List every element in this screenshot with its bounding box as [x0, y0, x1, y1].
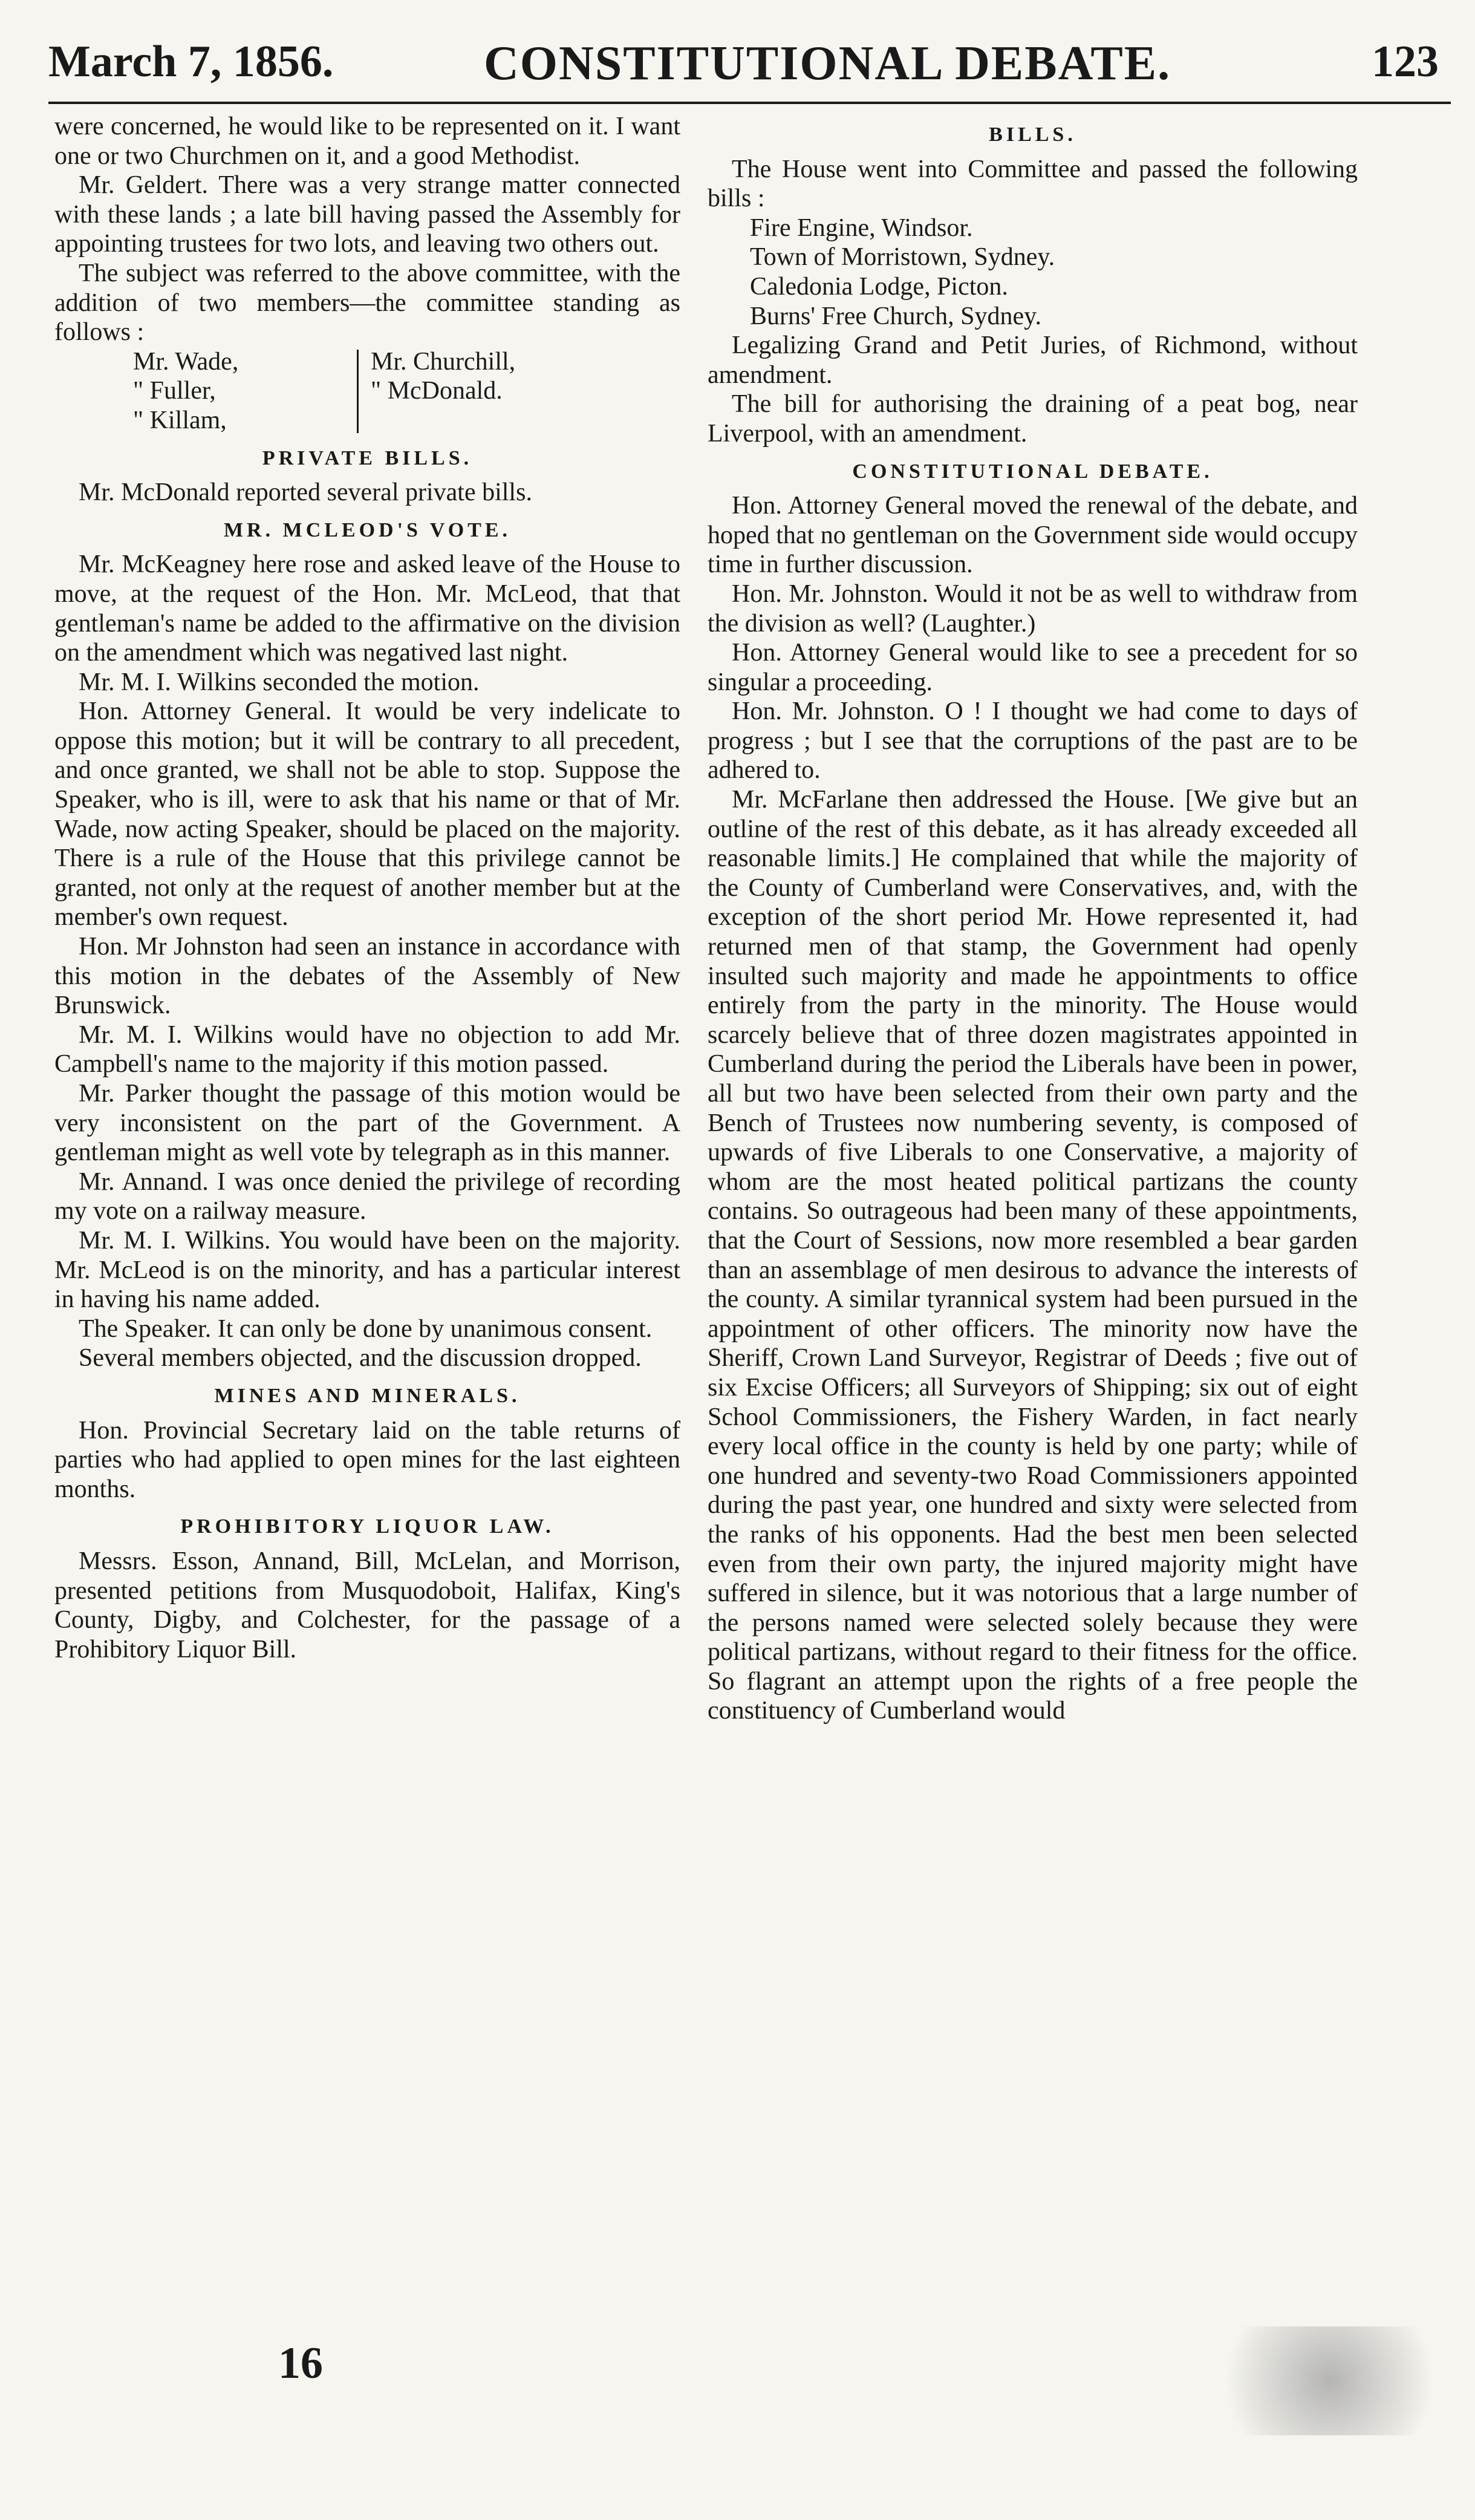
paragraph: Mr. McFarlane then addressed the House. [We give but an outline of the rest of this debate, as it has already exceeded all reasonable limits.] He complained that while the majority of the County of Cumberland were Conservatives, and, with the exception of the short period Mr. Howe represented it, had returned men of that stamp, the Government had openly insulted such majority and made he appointments to office entirely from the party in the minority. The House would scarcely believe that of three dozen magistrates appointed in Cumberland during the period the Liberals have been in power, all but two have been selected from their own party and the Bench of Trustees now numbering seventy, is composed of upwards of five Liberals to one Conservative, a majority of whom are the most heated political partizans the county contains. So outrageous had been many of these appointments, that the Court of Sessions, now more resembled a bear garden than an assemblage of men desirous to advance the interests of the county. A similar tyrannical system had been pursued in the appointment of other officers. The minority now have the Sheriff, Crown Land Surveyor, Registrar of Deeds ; five out of six Excise Officers; all Surveyors of Shipping; six out of eight School Commissioners, the Fishery Warden, in fact nearly every local office in the county is held by one party; while of one hundred and seventy-two Road Commissioners appointed during the past year, one hundred and sixty were selected from the ranks of his opponents. Had the best men been selected even from their own party, the injured majority might have suffered in silence, but it was notorious that a large number of the persons named were selected solely because they were political partizans, without regard to their fitness for the office. So flagrant an attempt upon the rights of a free people the constituency of Cumberland would [708, 786, 1358, 1725]
print-blemish [1203, 2326, 1457, 2435]
section-heading: PROHIBITORY LIQUOR LAW. [180, 1515, 555, 1538]
paragraph: The House went into Committee and passed the following bills : [708, 155, 1358, 213]
paragraph: Mr. Annand. I was once denied the privilege of recording my vote on a railway measure. [54, 1167, 680, 1226]
paragraph: Hon. Mr Johnston had seen an instance in accordance with this motion in the debates of the Assembly of New Brunswick. [54, 933, 680, 1020]
paragraph: Mr. Parker thought the passage of this motion would be very inconsistent on the part of the Government. A gentleman might as well vote by telegraph as in this manner. [54, 1080, 680, 1167]
right-column [708, 112, 1358, 1726]
committee-list [54, 347, 680, 436]
page-header [48, 36, 1439, 109]
paragraph: Hon. Mr. Johnston. O ! I thought we had come to days of progress ; but I see that the corruptions of the past are to be adhered to. [708, 697, 1358, 785]
header-page-number: 123 [1372, 37, 1439, 87]
bill-item: Fire Engine, Windsor. [750, 214, 973, 242]
section-heading: PRIVATE BILLS. [262, 446, 473, 469]
paragraph: Mr. M. I. Wilkins. You would have been on the majority. Mr. McLeod is on the minority, and has a particular interest in having his name added. [54, 1226, 680, 1314]
header-date: March 7, 1856. [48, 37, 334, 87]
paragraph: Mr. M. I. Wilkins would have no objection to add Mr. Campbell's name to the majority if this motion passed. [54, 1020, 680, 1079]
left-column [54, 112, 680, 1664]
paragraph: Hon. Mr. Johnston. Would it not be as well to withdraw from the division as well? (Laughter.) [708, 579, 1358, 638]
section-heading: MR. MCLEOD'S VOTE. [223, 518, 512, 541]
committee-member: " McDonald. [371, 377, 503, 405]
paragraph: Hon. Attorney General would like to see a precedent for so singular a proceeding. [708, 639, 1358, 696]
paragraph: Legalizing Grand and Petit Juries, of Richmond, without amendment. [708, 331, 1358, 389]
header-rule [48, 102, 1451, 104]
committee-member: Mr. Churchill, [371, 347, 516, 376]
committee-divider [357, 350, 359, 433]
committee-right [371, 347, 680, 436]
section-heading: BILLS. [989, 123, 1076, 146]
paragraph: Messrs. Esson, Annand, Bill, McLelan, and Morrison, presented petitions from Musquodoboit, Halifax, King's County, Digby, and Colchester, for the passage of a Prohibitory Liquor Bill. [54, 1547, 680, 1663]
committee-member: Mr. Wade, [133, 347, 239, 376]
footer-number: 16 [278, 2339, 323, 2388]
bill-item: Burns' Free Church, Sydney. [750, 302, 1041, 330]
committee-member: " Killam, [133, 406, 227, 434]
paragraph: Mr. Geldert. There was a very strange matter connected with these lands ; a late bill having passed the Assembly for appointing trustees for two lots, and leaving two others out. [54, 171, 680, 258]
section-heading: CONSTITUTIONAL DEBATE. [852, 460, 1213, 483]
paragraph: Mr. McDonald reported several private bills. [79, 478, 532, 507]
committee-member: " Fuller, [133, 377, 216, 405]
paragraph: Hon. Provincial Secretary laid on the table returns of parties who had applied to open mines for the last eighteen months. [54, 1416, 680, 1503]
paragraph: The subject was referred to the above committee, with the addition of two members—the committee standing as follows : [54, 259, 680, 347]
paragraph: The bill for authorising the draining of a peat bog, near Liverpool, with an amendment. [708, 390, 1358, 448]
committee-left [54, 347, 345, 436]
paragraph: Hon. Attorney General moved the renewal of the debate, and hoped that no gentleman on the Government side would occupy time in further discussion. [708, 492, 1358, 579]
header-title: CONSTITUTIONAL DEBATE. [484, 37, 1171, 90]
bill-item: Town of Morristown, Sydney. [750, 243, 1055, 272]
paragraph: Mr. McKeagney here rose and asked leave of the House to move, at the request of the Hon. Mr. McLeod, that that gentleman's name be added to the affirmative on the division on the amendment which was negatived last night. [54, 550, 680, 667]
paragraph: Several members objected, and the discussion dropped. [79, 1344, 642, 1373]
paragraph: were concerned, he would like to be represented on it. I want one or two Churchmen on it, and a good Methodist. [54, 113, 680, 170]
paragraph: Mr. M. I. Wilkins seconded the motion. [79, 668, 480, 696]
paragraph: The Speaker. It can only be done by unanimous consent. [79, 1314, 653, 1343]
section-heading: MINES AND MINERALS. [214, 1384, 521, 1407]
bill-item: Caledonia Lodge, Picton. [750, 272, 1008, 301]
paragraph: Hon. Attorney General. It would be very indelicate to oppose this motion; but it will be contrary to all precedent, and once granted, we shall not be able to stop. Suppose the Speaker, who is ill, were to ask that his name or that of Mr. Wade, now acting Speaker, should be placed on the majority. There is a rule of the House that this privilege cannot be granted, not only at the request of another member but at the member's own request. [54, 697, 680, 932]
